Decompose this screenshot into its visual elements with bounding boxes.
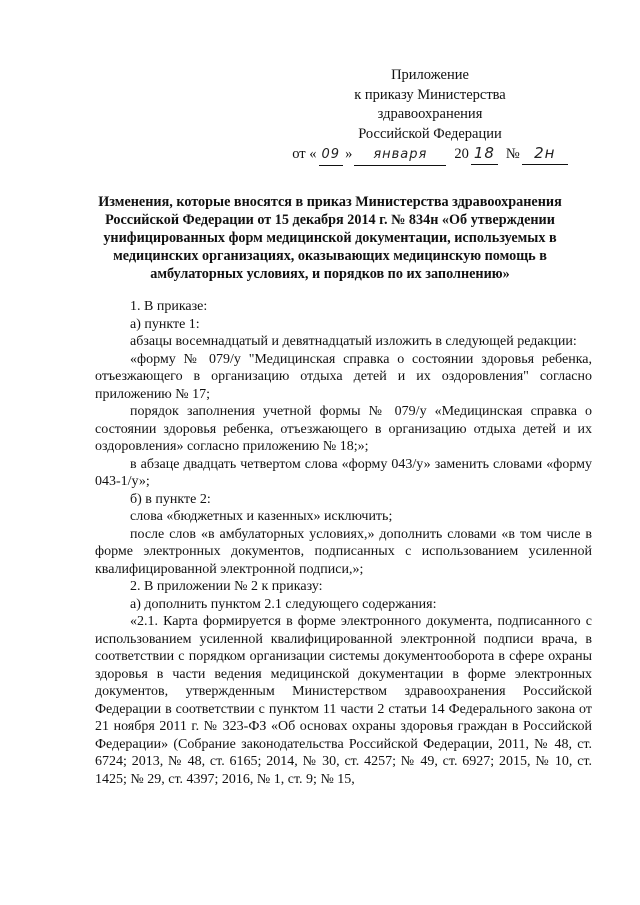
appendix-header [292,66,560,166]
paragraph: б) в пункте 2: [130,491,211,507]
handwritten-number: 2н [522,144,568,165]
paragraph: порядок заполнения учетной формы № 079/у «Медицинская справка о состоянии здоровья ребенка, отъезжающего в организацию отдыха детей и их оздоровления» согласно приложению № 18;»; [95,404,592,454]
date-prefix: от « [292,146,317,162]
handwritten-year: 18 [471,144,498,165]
order-date-line [292,144,560,166]
paragraph: а) пункте 1: [130,316,200,332]
paragraph: слова «бюджетных и казенных» исключить; [130,509,393,524]
paragraph: 2. В приложении № 2 к приказу: [130,579,323,594]
document-body [95,298,592,788]
document-title: Изменения, которые вносятся в приказ Министерства здравоохранения Российской Федерации от 15 декабря 2014 г. № 834н «Об утверждении унифицированных форм медицинской документации, используемых в медицинских организациях, оказывающих медицинскую помощь в амбулаторных условиях, и порядков по их заполнению» [98,194,562,282]
date-mid: » [345,146,353,162]
handwritten-day: 09 [319,145,344,166]
paragraph: «2.1. Карта формируется в форме электронного документа, подписанного с использованием усиленной квалифицированной электронной подписи врача, в соответствии с порядком организации системы документооборота в сфере охраны здоровья в части ведения медицинской документации в форме электронных документов, утвержденным Министерством здравоохранения Российской Федерации в соответствии с пунктом 11 части 2 статьи 14 Федерального закона от 21 ноября 2011 г. № 323-ФЗ «Об основах охраны здоровья граждан в Российской Федерации» (Собрание законодательства Российской Федерации, 2011, № 48, ст. 6724; 2013, № 48, ст. 6165; 2014, № 30, ст. 4257; № 49, ст. 6927; 2015, № 10, ст. 1425; № 29, ст. 4397; 2016, № 1, ст. 9; № 15, [95,614,592,787]
appendix-line: здравоохранения [377,106,483,122]
paragraph: после слов «в амбулаторных условиях,» дополнить словами «в том числе в форме электронных документов, подписанных с использованием усиленной квалифицированной электронной подписи,»; [95,526,592,577]
handwritten-month: января [354,145,446,166]
appendix-line: Российской Федерации [358,125,502,142]
number-prefix: № [505,146,520,162]
appendix-line: Приложение [391,67,469,83]
paragraph: в абзаце двадцать четвертом слова «форму 043/у» заменить словами «форму 043-1/у»; [95,456,592,489]
paragraph: абзацы восемнадцатый и девятнадцатый изложить в следующей редакции: [130,334,577,349]
appendix-line: к приказу Министерства [354,86,506,103]
paragraph: «форму № 079/у "Медицинская справка о состоянии здоровья ребенка, отъезжающего в организацию отдыха детей и их оздоровления" согласно приложению № 17; [95,351,592,402]
year-prefix: 20 [454,146,469,162]
paragraph: а) дополнить пунктом 2.1 следующего содержания: [130,596,437,612]
paragraph: 1. В приказе: [130,299,208,314]
